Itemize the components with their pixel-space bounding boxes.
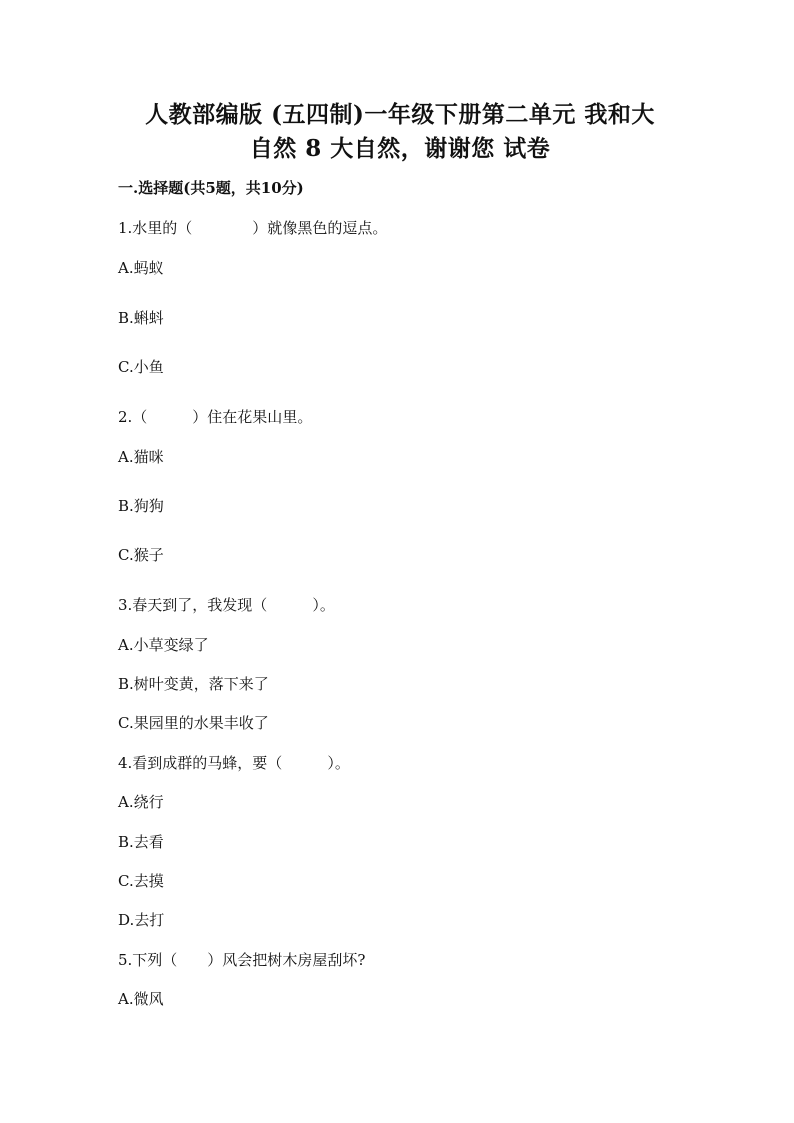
- question-3-stem: 3.春天到了，我发现（ ）。: [118, 596, 335, 614]
- question-1-stem: 1.水里的（ ）就像黑色的逗点。: [118, 219, 388, 237]
- question-1-option-a: A.蚂蚁: [118, 259, 164, 277]
- question-4-option-c: C.去摸: [118, 872, 164, 890]
- question-2-option-a: A.猫咪: [118, 448, 164, 466]
- question-4-option-b: B.去看: [118, 833, 164, 851]
- page-title-line-1: 人教部编版 (五四制)一年级下册第二单元 我和大: [145, 101, 655, 128]
- question-2-option-c: C.猴子: [118, 546, 164, 564]
- question-1-option-c: C.小鱼: [118, 358, 164, 376]
- question-4-stem: 4.看到成群的马蜂，要（ ）。: [118, 754, 350, 772]
- page-title-line-2: 自然 8 大自然，谢谢您 试卷: [249, 135, 551, 162]
- question-3-option-a: A.小草变绿了: [118, 636, 209, 654]
- question-4-option-a: A.绕行: [118, 793, 164, 811]
- question-3-option-c: C.果园里的水果丰收了: [118, 714, 269, 732]
- question-5-stem: 5.下列（ ）风会把树木房屋刮坏?: [118, 951, 366, 969]
- question-5-option-a: A.微风: [118, 990, 164, 1008]
- question-1-option-b: B.蝌蚪: [118, 309, 164, 327]
- section-heading: 一.选择题(共5题，共10分): [118, 179, 304, 197]
- question-3-option-b: B.树叶变黄，落下来了: [118, 675, 269, 693]
- question-2-option-b: B.狗狗: [118, 497, 164, 515]
- question-4-option-d: D.去打: [118, 911, 165, 929]
- question-2-stem: 2.（ ）住在花果山里。: [118, 408, 313, 426]
